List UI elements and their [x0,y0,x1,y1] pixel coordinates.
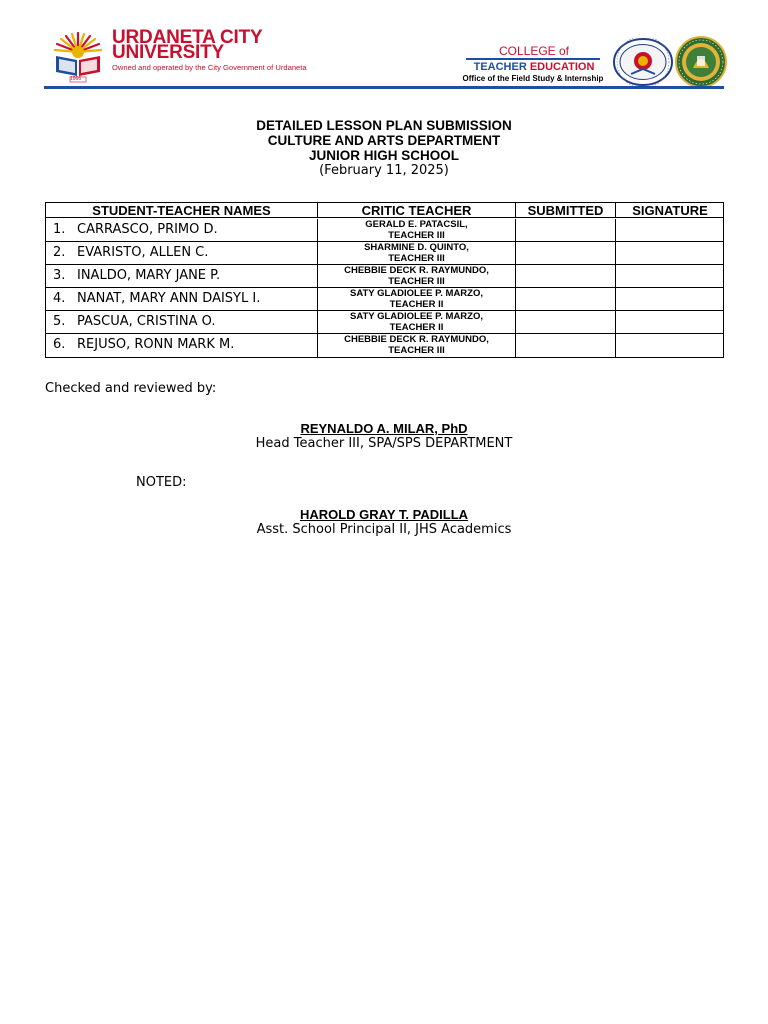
title-line2: CULTURE AND ARTS DEPARTMENT [267,133,501,148]
submitted-cell [516,288,616,311]
student-name: REJUSO, RONN MARK M. [77,337,235,352]
critic-teacher-name: SATY GLADIOLEE P. MARZO, [349,311,483,322]
critic-teacher-name: SHARMINE D. QUINTO, [364,242,469,253]
critic-teacher-name: GERALD E. PATACSIL, [365,219,468,230]
document-title [0,118,768,178]
critic-teacher-cell [318,219,516,242]
student-name-cell [46,311,318,334]
student-name-cell [46,265,318,288]
noter-name: HAROLD GRAY T. PADILLA [299,507,469,522]
critic-teacher-name: SATY GLADIOLEE P. MARZO, [349,288,483,299]
emblem-year: 1966 [70,76,82,82]
college-name [462,60,606,74]
critic-teacher-cell [318,265,516,288]
submission-table [45,202,724,358]
critic-teacher-cell [318,311,516,334]
critic-teacher-title: TEACHER III [388,252,445,264]
signature-cell [616,311,724,334]
critic-teacher-cell [318,242,516,265]
critic-teacher-cell [318,288,516,311]
college-seal-icon [674,36,728,88]
title-line1: DETAILED LESSON PLAN SUBMISSION [256,118,512,133]
critic-teacher-cell [318,334,516,357]
row-number: 4. [53,291,66,306]
submitted-cell [516,219,616,242]
header-submitted: SUBMITTED [516,203,616,218]
table-row [46,311,723,334]
row-number: 6. [53,337,66,352]
critic-teacher-title: TEACHER II [389,298,444,310]
university-name-line1: URDANETA CITY [112,27,263,48]
signature-cell [616,334,724,357]
student-name-cell [46,219,318,242]
table-row [46,334,723,357]
student-name: EVARISTO, ALLEN C. [77,245,209,260]
letterhead-rule [44,86,724,89]
university-name [112,27,332,63]
college-name-word1: TEACHER [473,61,527,73]
table-row [46,288,723,311]
row-number: 3. [53,268,66,283]
critic-teacher-name: CHEBBIE DECK R. RAYMUNDO, [344,334,489,345]
row-number: 1. [53,222,66,237]
submitted-cell [516,265,616,288]
checked-reviewed-label: Checked and reviewed by: [45,381,217,396]
student-name-cell [46,288,318,311]
university-subtitle: Owned and operated by the City Government of Urdaneta [112,63,307,72]
row-number: 2. [53,245,66,260]
submitted-cell [516,334,616,357]
table-row [46,219,723,242]
student-name: INALDO, MARY JANE P. [77,268,221,283]
header-critic-teacher: CRITIC TEACHER [318,203,516,218]
student-name: CARRASCO, PRIMO D. [77,222,218,237]
title-date: (February 11, 2025) [319,163,449,178]
signature-cell [616,242,724,265]
student-name: PASCUA, CRISTINA O. [77,314,216,329]
table-row [46,265,723,288]
college-label: COLLEGE of [498,44,570,58]
signature-cell [616,265,724,288]
office-name: Office of the Field Study & Internship [462,74,604,83]
reviewer-role: Head Teacher III, SPA/SPS DEPARTMENT [255,436,513,451]
signature-cell [616,288,724,311]
letterhead [0,0,768,92]
row-number: 5. [53,314,66,329]
university-name-line2: UNIVERSITY [112,42,225,63]
noted-label: NOTED: [136,475,187,490]
critic-teacher-title: TEACHER III [388,344,445,356]
student-name-cell [46,242,318,265]
student-name: NANAT, MARY ANN DAISYL I. [77,291,261,306]
header-student-teacher-names: STUDENT-TEACHER NAMES [46,203,318,218]
critic-teacher-title: TEACHER III [388,275,445,287]
university-seal-icon [612,38,674,86]
submitted-cell [516,311,616,334]
noter-role: Asst. School Principal II, JHS Academics [256,522,512,537]
submitted-cell [516,242,616,265]
header-signature: SIGNATURE [616,203,724,218]
table-row [46,242,723,265]
title-line3: JUNIOR HIGH SCHOOL [308,148,459,163]
student-name-cell [46,334,318,357]
critic-teacher-name: CHEBBIE DECK R. RAYMUNDO, [344,265,489,276]
signature-cell [616,219,724,242]
college-name-word2: EDUCATION [529,61,595,73]
critic-teacher-title: TEACHER II [389,321,444,333]
reviewer-name: REYNALDO A. MILAR, PhD [300,421,468,436]
critic-teacher-title: TEACHER III [388,229,445,241]
